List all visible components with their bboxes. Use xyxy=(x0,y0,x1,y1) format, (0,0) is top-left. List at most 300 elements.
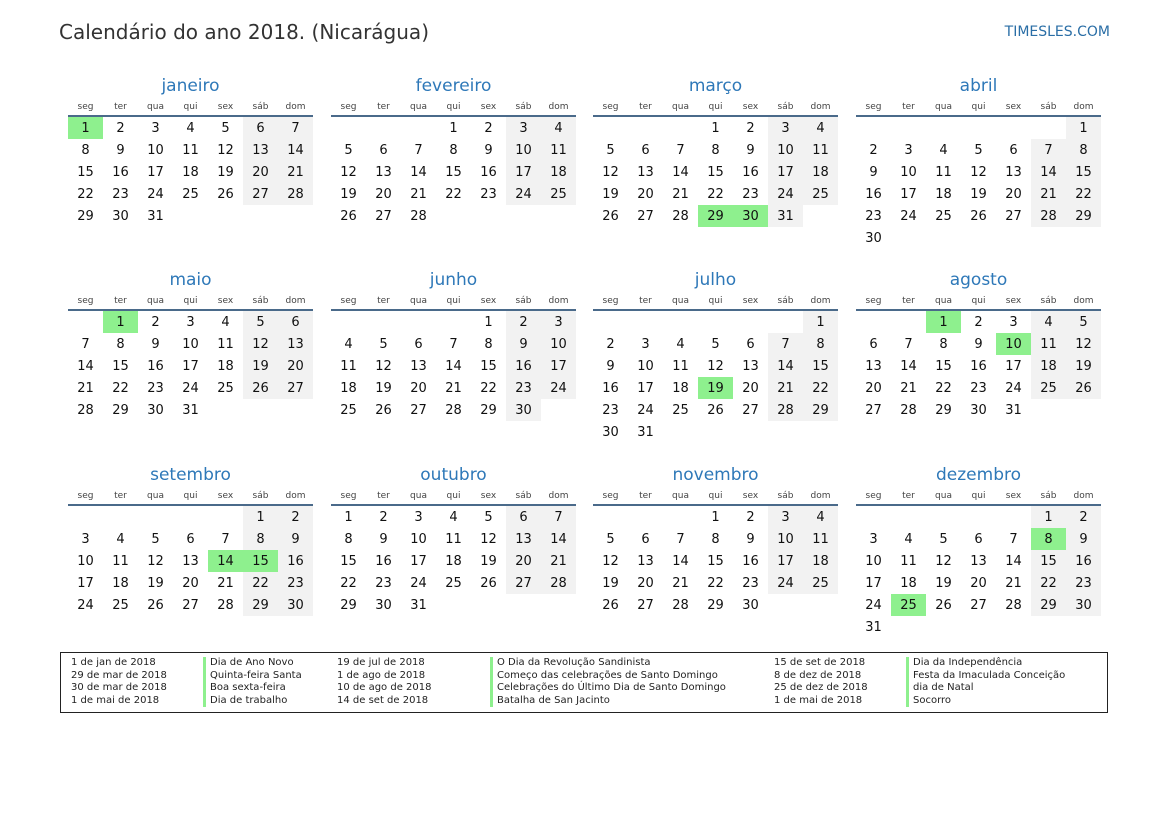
day-cell: 17 xyxy=(1005,358,1022,374)
day-cell: 14 xyxy=(672,164,689,180)
weekday-header xyxy=(856,99,1101,117)
day-cell: 2 xyxy=(379,509,388,525)
holiday-day-cell: 29 xyxy=(698,205,733,227)
day-cell: 28 xyxy=(1005,597,1022,613)
day-cell: 27 xyxy=(1005,208,1022,224)
day-cell: 24 xyxy=(410,575,427,591)
day-cell: 26 xyxy=(707,402,724,418)
day-cell: 5 xyxy=(939,531,948,547)
weekday-label: sáb xyxy=(252,102,269,112)
day-cell: 24 xyxy=(1005,380,1022,396)
weekday-label: sex xyxy=(217,491,234,501)
weekday-label: sáb xyxy=(515,102,532,112)
day-cell: 30 xyxy=(970,402,987,418)
day-cell: 27 xyxy=(742,402,759,418)
day-cell: 20 xyxy=(970,575,987,591)
day-cell: 2 xyxy=(746,509,755,525)
day-cell: 21 xyxy=(77,380,94,396)
day-cell: 10 xyxy=(768,528,803,550)
day-cell: 16 xyxy=(865,186,882,202)
weekday-label: ter xyxy=(639,296,652,306)
weekday-label: seg xyxy=(340,296,357,306)
day-cell: 28 xyxy=(410,208,427,224)
day-cell: 27 xyxy=(278,377,313,399)
day-cell: 11 xyxy=(803,528,838,550)
day-cell: 9 xyxy=(746,142,755,158)
day-cell: 17 xyxy=(865,575,882,591)
day-cell: 31 xyxy=(768,205,803,227)
day-cell: 19 xyxy=(217,164,234,180)
day-cell: 9 xyxy=(746,531,755,547)
weekday-label: qua xyxy=(672,491,689,501)
day-cell: 11 xyxy=(182,142,199,158)
weekday-label: sex xyxy=(1005,491,1022,501)
day-cell: 6 xyxy=(746,336,755,352)
day-cell: 21 xyxy=(410,186,427,202)
day-cell: 20 xyxy=(865,380,882,396)
day-cell: 9 xyxy=(379,531,388,547)
weekday-label: seg xyxy=(602,102,619,112)
day-cell: 23 xyxy=(480,186,497,202)
day-cell: 8 xyxy=(1066,139,1101,161)
day-cell: 13 xyxy=(865,358,882,374)
weekday-label: sáb xyxy=(515,296,532,306)
day-cell: 27 xyxy=(243,183,278,205)
day-cell: 28 xyxy=(217,597,234,613)
day-cell: 11 xyxy=(217,336,234,352)
day-cell: 24 xyxy=(541,377,576,399)
day-cell: 16 xyxy=(602,380,619,396)
day-cell: 24 xyxy=(147,186,164,202)
month-novembro xyxy=(593,461,838,616)
day-cell: 13 xyxy=(182,553,199,569)
day-cell: 9 xyxy=(278,528,313,550)
day-cell: 2 xyxy=(606,336,615,352)
day-cell: 9 xyxy=(974,336,983,352)
day-cell: 4 xyxy=(676,336,685,352)
day-cell: 28 xyxy=(77,402,94,418)
brand-link[interactable]: TIMESLES.COM xyxy=(1004,24,1110,40)
legend-date: 8 de dez de 2018 xyxy=(774,669,862,681)
weekday-label: seg xyxy=(602,296,619,306)
day-cell: 31 xyxy=(637,424,654,440)
day-cell: 7 xyxy=(676,531,685,547)
day-cell: 6 xyxy=(243,117,278,139)
day-cell: 25 xyxy=(541,183,576,205)
day-cell: 21 xyxy=(672,186,689,202)
day-cell: 12 xyxy=(602,553,619,569)
legend-date-column xyxy=(71,657,167,707)
month-setembro xyxy=(68,461,313,616)
weekday-label: sáb xyxy=(252,296,269,306)
day-cell: 7 xyxy=(278,117,313,139)
weekday-label: qui xyxy=(708,102,723,112)
day-grid xyxy=(856,117,1101,249)
weekday-label: qua xyxy=(672,296,689,306)
day-cell: 25 xyxy=(445,575,462,591)
day-cell: 5 xyxy=(1066,311,1101,333)
day-cell: 13 xyxy=(637,164,654,180)
day-grid xyxy=(856,506,1101,638)
day-cell: 29 xyxy=(480,402,497,418)
day-cell: 24 xyxy=(77,597,94,613)
day-cell: 28 xyxy=(768,399,803,421)
day-cell: 24 xyxy=(900,208,917,224)
day-cell: 20 xyxy=(742,380,759,396)
weekday-label: sex xyxy=(1005,102,1022,112)
legend-date-column xyxy=(774,657,868,707)
month-title: março xyxy=(688,76,743,96)
day-cell: 25 xyxy=(803,572,838,594)
day-cell: 6 xyxy=(186,531,195,547)
day-cell: 16 xyxy=(375,553,392,569)
day-cell: 2 xyxy=(506,311,541,333)
day-cell: 19 xyxy=(602,186,619,202)
weekday-header xyxy=(331,99,576,117)
day-cell: 26 xyxy=(602,597,619,613)
day-cell: 5 xyxy=(606,142,615,158)
day-cell: 8 xyxy=(243,528,278,550)
legend-holiday-name: Celebrações do Último Dia de Santo Domingo xyxy=(490,682,726,695)
day-cell: 15 xyxy=(77,164,94,180)
day-cell: 2 xyxy=(869,142,878,158)
weekday-label: qua xyxy=(935,102,952,112)
day-cell: 12 xyxy=(243,333,278,355)
legend-date-column xyxy=(337,657,431,707)
weekday-label: seg xyxy=(77,296,94,306)
day-grid xyxy=(593,506,838,616)
weekday-label: seg xyxy=(77,491,94,501)
day-cell: 30 xyxy=(147,402,164,418)
weekday-label: qua xyxy=(410,491,427,501)
day-cell: 25 xyxy=(182,186,199,202)
month-outubro xyxy=(331,461,576,616)
weekday-label: dom xyxy=(285,296,306,306)
day-cell: 3 xyxy=(414,509,423,525)
legend-date: 1 de jan de 2018 xyxy=(71,657,156,668)
day-cell: 18 xyxy=(900,575,917,591)
legend-name-column xyxy=(906,657,1065,707)
day-cell: 13 xyxy=(243,139,278,161)
day-cell: 18 xyxy=(112,575,129,591)
day-cell: 12 xyxy=(147,553,164,569)
day-cell: 13 xyxy=(637,553,654,569)
day-cell: 1 xyxy=(1031,506,1066,528)
day-cell: 5 xyxy=(379,336,388,352)
day-cell: 13 xyxy=(506,528,541,550)
day-cell: 26 xyxy=(935,597,952,613)
day-cell: 9 xyxy=(506,333,541,355)
day-cell: 18 xyxy=(445,553,462,569)
day-cell: 21 xyxy=(768,377,803,399)
holiday-day-cell: 25 xyxy=(891,594,926,616)
day-cell: 1 xyxy=(711,509,720,525)
weekday-label: seg xyxy=(602,491,619,501)
day-cell: 27 xyxy=(970,597,987,613)
day-cell: 27 xyxy=(410,402,427,418)
day-cell: 6 xyxy=(641,142,650,158)
holiday-day-cell: 19 xyxy=(698,377,733,399)
day-cell: 16 xyxy=(112,164,129,180)
weekday-label: qua xyxy=(410,102,427,112)
month-title: outubro xyxy=(420,465,487,485)
weekday-header xyxy=(856,488,1101,506)
day-cell: 14 xyxy=(77,358,94,374)
day-cell: 2 xyxy=(484,120,493,136)
month-dezembro xyxy=(856,461,1101,638)
month-junho xyxy=(331,266,576,421)
holiday-day-cell: 1 xyxy=(103,311,138,333)
day-cell: 29 xyxy=(1066,205,1101,227)
weekday-label: ter xyxy=(902,102,915,112)
day-cell: 2 xyxy=(151,314,160,330)
month-janeiro xyxy=(68,72,313,227)
day-cell: 12 xyxy=(480,531,497,547)
day-cell: 22 xyxy=(707,575,724,591)
day-cell: 25 xyxy=(935,208,952,224)
day-cell: 2 xyxy=(116,120,125,136)
day-cell: 10 xyxy=(768,139,803,161)
day-cell: 2 xyxy=(974,314,983,330)
day-cell: 15 xyxy=(1066,161,1101,183)
day-cell: 18 xyxy=(672,380,689,396)
day-cell: 19 xyxy=(602,575,619,591)
day-cell: 16 xyxy=(506,355,541,377)
weekday-label: qua xyxy=(935,491,952,501)
day-cell: 2 xyxy=(278,506,313,528)
weekday-label: qui xyxy=(183,296,198,306)
day-grid xyxy=(593,117,838,227)
day-cell: 22 xyxy=(243,572,278,594)
day-cell: 15 xyxy=(803,355,838,377)
day-cell: 13 xyxy=(742,358,759,374)
legend-holiday-name: Boa sexta-feira xyxy=(203,682,302,695)
day-cell: 3 xyxy=(869,531,878,547)
weekday-header xyxy=(593,488,838,506)
weekday-label: seg xyxy=(865,296,882,306)
weekday-label: ter xyxy=(902,296,915,306)
day-cell: 7 xyxy=(1009,531,1018,547)
day-cell: 17 xyxy=(768,550,803,572)
holiday-day-cell: 30 xyxy=(733,205,768,227)
legend-date: 15 de set de 2018 xyxy=(774,657,866,668)
day-cell: 12 xyxy=(707,358,724,374)
legend-holiday-name: Dia de Ano Novo xyxy=(203,657,302,670)
day-cell: 23 xyxy=(742,186,759,202)
day-cell: 17 xyxy=(77,575,94,591)
day-cell: 25 xyxy=(803,183,838,205)
weekday-label: dom xyxy=(1073,102,1094,112)
day-cell: 8 xyxy=(81,142,90,158)
day-cell: 8 xyxy=(116,336,125,352)
day-cell: 1 xyxy=(711,120,720,136)
day-cell: 6 xyxy=(641,531,650,547)
weekday-label: qui xyxy=(971,102,986,112)
day-cell: 15 xyxy=(935,358,952,374)
weekday-label: sex xyxy=(217,102,234,112)
day-cell: 30 xyxy=(602,424,619,440)
day-cell: 31 xyxy=(410,597,427,613)
day-cell: 15 xyxy=(1031,550,1066,572)
weekday-label: sex xyxy=(742,296,759,306)
day-cell: 21 xyxy=(278,161,313,183)
weekday-label: qua xyxy=(672,102,689,112)
month-title: dezembro xyxy=(936,465,1021,485)
day-cell: 10 xyxy=(182,336,199,352)
day-cell: 7 xyxy=(768,333,803,355)
day-cell: 15 xyxy=(340,553,357,569)
day-cell: 8 xyxy=(939,336,948,352)
day-cell: 10 xyxy=(900,164,917,180)
day-cell: 7 xyxy=(414,142,423,158)
day-cell: 10 xyxy=(865,553,882,569)
day-cell: 28 xyxy=(672,597,689,613)
day-cell: 30 xyxy=(506,399,541,421)
weekday-label: dom xyxy=(285,491,306,501)
day-cell: 4 xyxy=(449,509,458,525)
day-cell: 12 xyxy=(970,164,987,180)
day-cell: 14 xyxy=(541,528,576,550)
day-cell: 24 xyxy=(506,183,541,205)
day-cell: 12 xyxy=(340,164,357,180)
day-cell: 8 xyxy=(484,336,493,352)
day-cell: 31 xyxy=(147,208,164,224)
day-cell: 22 xyxy=(77,186,94,202)
weekday-header xyxy=(331,488,576,506)
day-cell: 1 xyxy=(1066,117,1101,139)
day-cell: 10 xyxy=(541,333,576,355)
day-cell: 6 xyxy=(414,336,423,352)
month-março xyxy=(593,72,838,227)
day-cell: 16 xyxy=(970,358,987,374)
day-cell: 21 xyxy=(445,380,462,396)
day-grid xyxy=(331,311,576,421)
legend-holiday-name: Festa da Imaculada Conceição xyxy=(906,670,1065,683)
legend-holiday-name: Dia da Independência xyxy=(906,657,1065,670)
day-cell: 30 xyxy=(742,597,759,613)
day-cell: 27 xyxy=(375,208,392,224)
day-cell: 3 xyxy=(151,120,160,136)
weekday-label: qui xyxy=(446,296,461,306)
day-cell: 14 xyxy=(672,553,689,569)
day-cell: 26 xyxy=(1066,377,1101,399)
month-title: fevereiro xyxy=(415,76,492,96)
weekday-label: ter xyxy=(377,102,390,112)
holiday-day-cell: 1 xyxy=(68,117,103,139)
day-cell: 9 xyxy=(1066,528,1101,550)
day-cell: 9 xyxy=(151,336,160,352)
weekday-label: qua xyxy=(147,491,164,501)
day-cell: 23 xyxy=(147,380,164,396)
day-cell: 18 xyxy=(217,358,234,374)
day-cell: 30 xyxy=(112,208,129,224)
weekday-label: dom xyxy=(548,102,569,112)
day-grid xyxy=(68,311,313,421)
day-cell: 28 xyxy=(1031,205,1066,227)
day-cell: 17 xyxy=(410,553,427,569)
day-cell: 20 xyxy=(637,186,654,202)
weekday-label: qui xyxy=(708,491,723,501)
weekday-label: ter xyxy=(639,102,652,112)
day-cell: 8 xyxy=(449,142,458,158)
day-cell: 28 xyxy=(278,183,313,205)
day-cell: 24 xyxy=(637,402,654,418)
legend-holiday-name: O Dia da Revolução Sandinista xyxy=(490,657,726,670)
day-cell: 9 xyxy=(116,142,125,158)
day-cell: 17 xyxy=(541,355,576,377)
month-julho xyxy=(593,266,838,443)
day-cell: 30 xyxy=(865,230,882,246)
day-cell: 4 xyxy=(186,120,195,136)
day-cell: 11 xyxy=(803,139,838,161)
day-cell: 21 xyxy=(1005,575,1022,591)
day-cell: 13 xyxy=(375,164,392,180)
day-cell: 8 xyxy=(711,531,720,547)
day-cell: 5 xyxy=(711,336,720,352)
month-title: junho xyxy=(429,270,478,290)
day-cell: 23 xyxy=(278,572,313,594)
day-cell: 10 xyxy=(506,139,541,161)
day-cell: 23 xyxy=(970,380,987,396)
day-grid xyxy=(68,117,313,227)
day-cell: 26 xyxy=(147,597,164,613)
day-cell: 18 xyxy=(935,186,952,202)
weekday-label: qui xyxy=(708,296,723,306)
holiday-day-cell: 10 xyxy=(996,333,1031,355)
day-cell: 22 xyxy=(1066,183,1101,205)
day-cell: 11 xyxy=(935,164,952,180)
day-cell: 14 xyxy=(768,355,803,377)
day-cell: 27 xyxy=(637,597,654,613)
legend-holiday-name: Socorro xyxy=(906,695,1065,708)
day-cell: 21 xyxy=(541,550,576,572)
day-cell: 26 xyxy=(480,575,497,591)
day-cell: 4 xyxy=(221,314,230,330)
weekday-label: sex xyxy=(742,491,759,501)
weekday-label: qui xyxy=(183,102,198,112)
day-cell: 10 xyxy=(410,531,427,547)
day-cell: 20 xyxy=(182,575,199,591)
weekday-label: seg xyxy=(340,491,357,501)
day-cell: 20 xyxy=(375,186,392,202)
weekday-label: dom xyxy=(810,102,831,112)
day-cell: 7 xyxy=(1031,139,1066,161)
day-cell: 5 xyxy=(243,311,278,333)
day-cell: 29 xyxy=(935,402,952,418)
weekday-label: seg xyxy=(340,102,357,112)
weekday-label: qui xyxy=(446,102,461,112)
day-cell: 7 xyxy=(904,336,913,352)
day-cell: 26 xyxy=(375,402,392,418)
day-cell: 1 xyxy=(484,314,493,330)
day-cell: 11 xyxy=(1031,333,1066,355)
day-cell: 23 xyxy=(506,377,541,399)
legend-holiday-name: dia de Natal xyxy=(906,682,1065,695)
day-cell: 23 xyxy=(742,575,759,591)
day-cell: 7 xyxy=(676,142,685,158)
weekday-label: ter xyxy=(639,491,652,501)
weekday-label: dom xyxy=(1073,296,1094,306)
weekday-label: ter xyxy=(902,491,915,501)
month-title: setembro xyxy=(150,465,231,485)
day-cell: 11 xyxy=(112,553,129,569)
day-cell: 3 xyxy=(768,117,803,139)
holiday-day-cell: 15 xyxy=(243,550,278,572)
day-cell: 29 xyxy=(243,594,278,616)
day-cell: 23 xyxy=(112,186,129,202)
weekday-label: qui xyxy=(971,296,986,306)
holiday-legend xyxy=(60,652,1108,713)
